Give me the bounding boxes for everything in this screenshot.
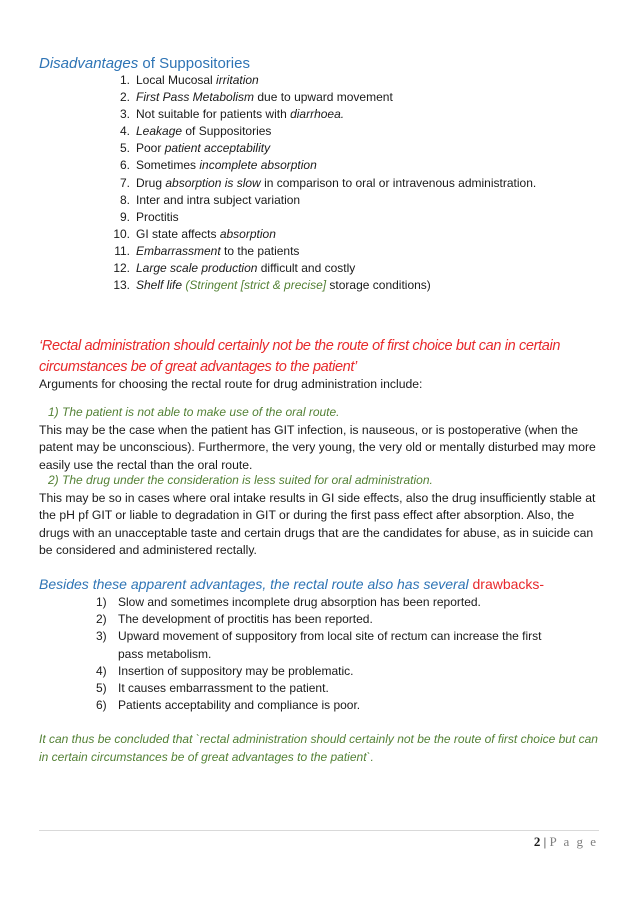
list-text: (Stringent [strict & precise]: [182, 278, 327, 293]
disadvantage-item: [110, 89, 536, 106]
list-number: 12.: [113, 261, 130, 276]
list-text: of Suppositories: [182, 124, 272, 139]
drawbacks-word: drawbacks-: [472, 576, 545, 592]
drawback-item: [96, 594, 556, 611]
list-text: difficult and costly: [257, 261, 356, 276]
list-number: 3.: [119, 107, 130, 122]
list-number: 6.: [119, 158, 130, 173]
page-label: P a g e: [549, 834, 598, 849]
list-text: Sometimes: [136, 158, 200, 173]
heading-italic: Disadvantages: [39, 55, 139, 72]
argument-1-body: This may be the case when the patient has GIT infection, is nauseous, or is postoperative (when the patent may be unconscious). Furthermore, the very young, the very old or mentally disturbed may more easily use the rectal than the oral route.: [39, 423, 596, 472]
section-heading-disadvantages: [39, 55, 250, 72]
list-text: Inter and intra subject variation: [136, 192, 301, 207]
list-text: due to upward movement: [254, 90, 393, 105]
list-text: Local Mucosal: [136, 73, 217, 87]
drawback-item: [96, 628, 556, 662]
list-text: storage conditions): [326, 278, 431, 293]
quote-title: ‘Rectal administration should certainly not be the route of first choice but can in certain circumstances be of great advantages to the patient’: [39, 338, 561, 375]
disadvantage-item: [110, 175, 536, 192]
list-text: patient acceptability: [164, 141, 271, 156]
list-text: Slow and sometimes incomplete drug absorption has been reported.: [118, 595, 481, 609]
list-text: Patients acceptability and compliance is poor.: [118, 698, 361, 713]
list-number: 2.: [119, 90, 130, 105]
list-text: irritation: [216, 73, 259, 87]
list-text: Poor: [136, 141, 165, 156]
list-text: Leakage: [136, 124, 183, 139]
argument-2-body: This may be so in cases where oral intake results in GI side effects, also the drug insufficiently stable at the pH pf GIT or liable to degradation in GIT or during the first pass effect after absorption. Also, the drugs with an unacceptable taste and certain drugs that are the candidates for abuse, as in suicide can be considered and administered rectally.: [39, 491, 596, 557]
drawback-item: [96, 663, 556, 680]
disadvantage-item: [110, 140, 536, 157]
disadvantage-item: [110, 192, 536, 209]
list-text: The development of proctitis has been reported.: [118, 612, 373, 627]
conclusion-paragraph: It can thus be concluded that `rectal administration should certainly not be the route of first choice but can in certain circumstances be of great advantages to the patient`.: [39, 732, 598, 764]
disadvantage-item: [110, 277, 536, 294]
list-text: Shelf life: [136, 278, 183, 293]
page-separator: |: [540, 834, 550, 849]
drawbacks-list: [96, 594, 556, 714]
list-number: 10.: [113, 226, 130, 241]
list-number: 5): [96, 681, 107, 696]
list-text: incomplete absorption: [199, 158, 317, 173]
page-footer: [534, 834, 598, 850]
list-number: 1): [96, 595, 107, 609]
list-number: 3): [96, 629, 107, 644]
list-text: It causes embarrassment to the patient.: [118, 681, 329, 696]
list-text: absorption is slow: [165, 175, 261, 190]
list-number: 7.: [119, 175, 130, 190]
list-text: in comparison to oral or intravenous administration.: [260, 175, 537, 190]
arguments-intro: Arguments for choosing the rectal route for drug administration include:: [39, 377, 423, 391]
drawback-item: [96, 611, 556, 628]
list-number: 13.: [113, 278, 130, 293]
disadvantage-item: [110, 243, 536, 260]
list-number: 2): [96, 612, 107, 627]
list-number: 6): [96, 698, 107, 713]
disadvantage-item: [110, 157, 536, 174]
drawbacks-heading-text: Besides these apparent advantages, the rectal route also has several: [39, 576, 473, 592]
argument-1-title: 1) The patient is not able to make use of the oral route.: [48, 405, 340, 419]
list-text: diarrhoea.: [290, 107, 345, 122]
disadvantages-list: [110, 72, 536, 294]
disadvantage-item: [110, 226, 536, 243]
argument-2-title: 2) The drug under the consideration is less suited for oral administration.: [48, 473, 433, 487]
list-text: Not suitable for patients with: [136, 107, 291, 122]
list-number: 11.: [114, 243, 130, 258]
list-text: Embarrassment: [136, 243, 221, 258]
list-text: to the patients: [220, 243, 300, 258]
list-text: Upward movement of suppository from local site of rectum can increase the first pass metabolism.: [118, 629, 542, 661]
list-number: 8.: [119, 192, 130, 207]
page-number: 2: [533, 834, 541, 849]
list-text: GI state affects: [136, 226, 220, 241]
drawback-item: [96, 697, 556, 714]
disadvantage-item: [110, 106, 536, 123]
list-text: First Pass Metabolism: [136, 90, 255, 105]
disadvantage-item: [110, 209, 536, 226]
drawbacks-heading: [39, 576, 544, 592]
list-number: 4): [96, 663, 107, 678]
list-text: Proctitis: [136, 209, 179, 224]
footer-divider: [39, 830, 599, 831]
list-number: 1.: [119, 73, 130, 87]
disadvantage-item: [110, 72, 536, 89]
list-text: Drug: [136, 175, 166, 190]
heading-rest: of Suppositories: [138, 55, 250, 72]
list-number: 5.: [119, 141, 130, 156]
list-number: 9.: [119, 209, 130, 224]
list-text: Large scale production: [136, 261, 258, 276]
list-text: absorption: [219, 226, 276, 241]
list-text: Insertion of suppository may be problematic.: [118, 663, 354, 678]
list-number: 4.: [119, 124, 130, 139]
disadvantage-item: [110, 123, 536, 140]
disadvantage-item: [110, 260, 536, 277]
drawback-item: [96, 680, 556, 697]
